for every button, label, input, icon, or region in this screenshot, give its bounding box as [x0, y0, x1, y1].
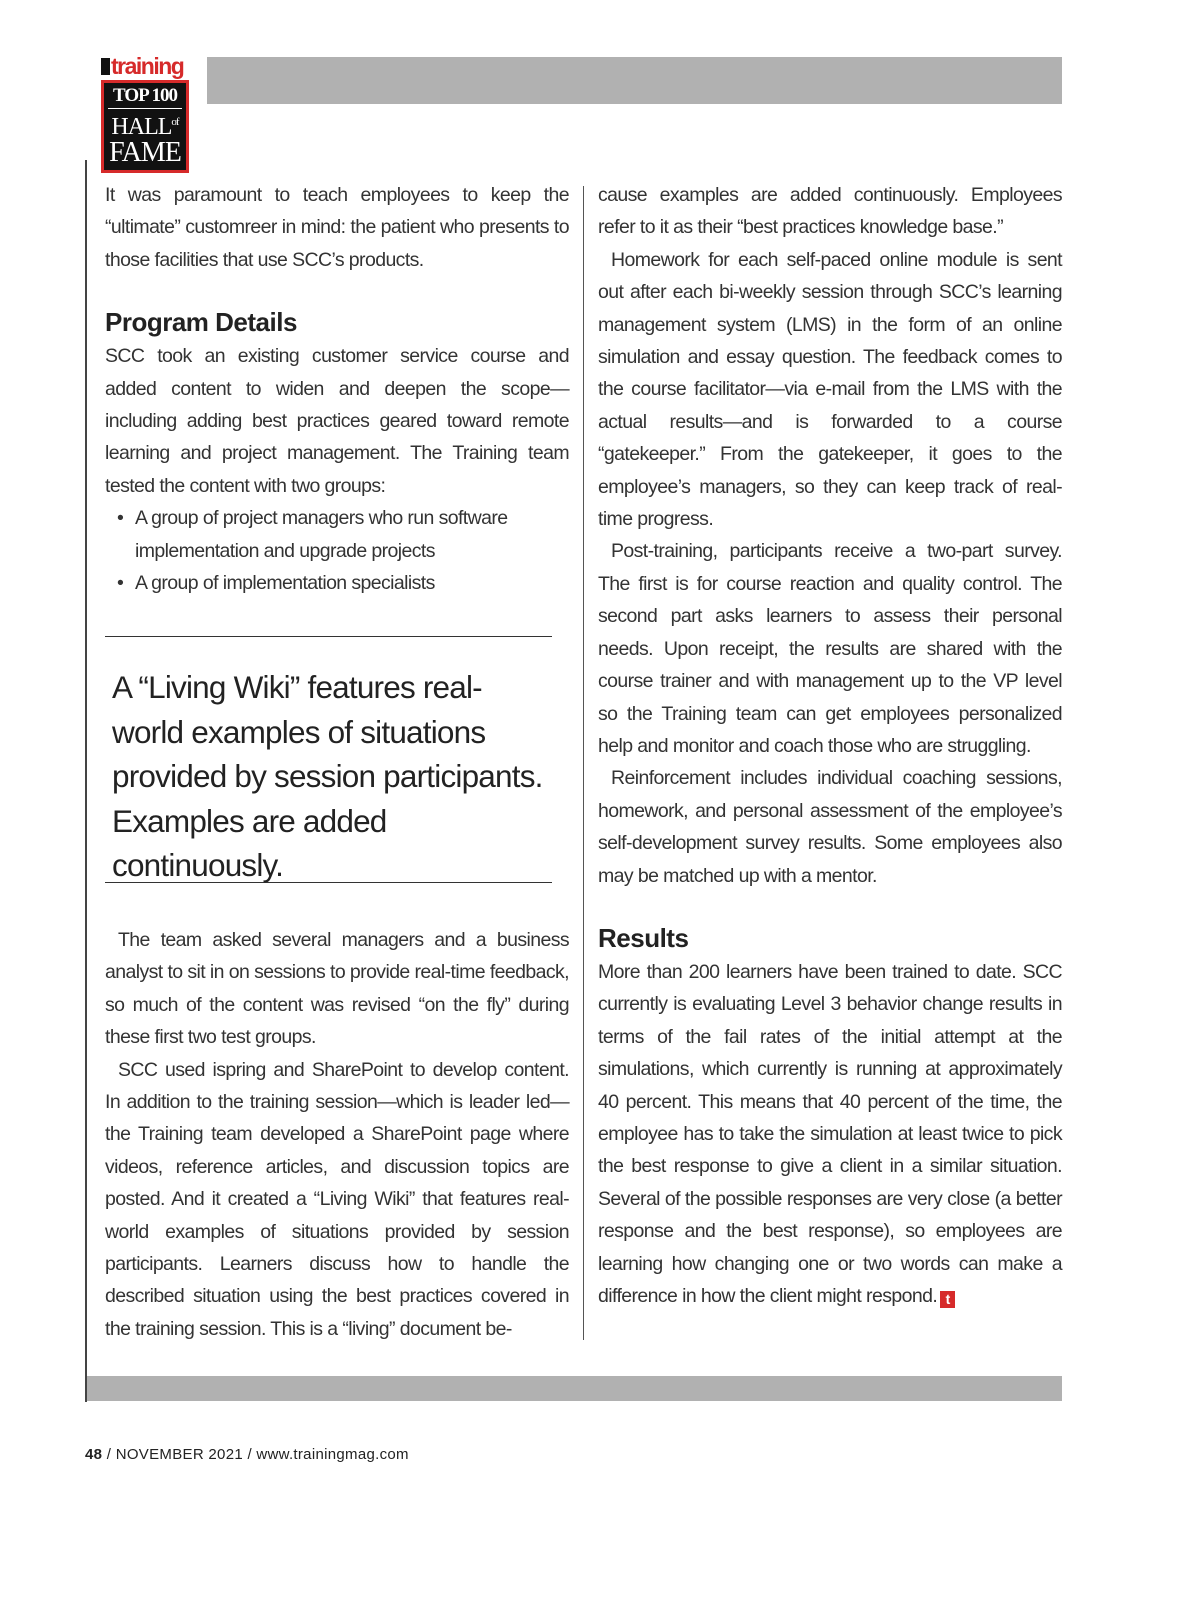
- logo-word: training: [111, 53, 184, 79]
- bullet-list: [105, 502, 569, 599]
- training-hall-of-fame-logo: [101, 54, 191, 173]
- logo-line1: TOP 100: [113, 85, 177, 106]
- footer-issue: / NOVEMBER 2021 / www.trainingmag.com: [102, 1446, 409, 1463]
- page-footer: [85, 1446, 409, 1463]
- end-mark-icon: t: [940, 1291, 955, 1308]
- paragraph: Reinforcement includes individual coaching sessions, homework, and personal assessment of the employee’s self-development survey results. Some employees also may be matched up with a mentor.: [598, 767, 1062, 887]
- list-item: • A group of implementation specialists: [105, 567, 569, 599]
- page-number: 48: [85, 1446, 103, 1463]
- paragraph: Post-training, participants receive a two-part survey. The first is for course reaction and quality control. The second part asks learners to assess their personal needs. Upon receipt, the results are shared with the course trainer and with management up to the VP level so the Training team can get employees personalized help and monitor and coach those who are struggling.: [598, 540, 1062, 757]
- logo-line2-sup: of: [171, 116, 179, 128]
- paragraph: The team asked several managers and a business analyst to sit in on sessions to provide real-time feedback, so much of the content was revised “on the fly” during these first two test groups.: [105, 929, 569, 1049]
- footer-bar: [87, 1376, 1062, 1401]
- right-column: [598, 179, 1062, 1312]
- paragraph: SCC took an existing customer service course and added content to widen and deepen the scope—including adding best practices geared toward remote learning and project management. The Training team tested the content with two groups:: [105, 345, 569, 497]
- left-column: [105, 179, 569, 599]
- list-item: • A group of project managers who run software implementation and upgrade projects: [105, 502, 569, 567]
- logo-line3: FAME: [109, 137, 181, 168]
- logo-badge: [101, 80, 189, 173]
- section-heading-results: Results: [598, 922, 689, 953]
- header-bar: [207, 57, 1062, 104]
- paragraph: Homework for each self-paced online module is sent out after each bi-weekly session through SCC’s learning management system (LMS) in the form of an online simulation and essay question. The feedback comes to the course facilitator—via e-mail from the LMS with the actual results—and is forwarded to a course “gatekeeper.” From the gatekeeper, it goes to the employee’s managers, so they can keep track of real-time progress.: [598, 248, 1062, 531]
- intro-paragraph: It was paramount to teach employees to keep the “ultimate” customreer in mind: the patient who presents to those facilities that use SCC’s products.: [105, 184, 569, 271]
- left-rule: [85, 160, 87, 1402]
- column-divider: [583, 186, 584, 1340]
- logo-line2: HALL: [111, 114, 172, 140]
- pull-quote-text: A “Living Wiki” features real-world examples of situations provided by session participants. Examples are added continuously.: [112, 669, 543, 883]
- paragraph: [598, 956, 1062, 1312]
- section-heading-program-details: Program Details: [105, 307, 297, 338]
- results-text: More than 200 learners have been trained to date. SCC currently is evaluating Level 3 behavior change results in terms of the fail rates of the initial attempt at the simulations, which currently is running at approximately 40 percent. This means that 40 percent of the time, the employee has to take the simulation at least twice to pick the best response to give a client in a similar situation. Several of the possible responses are very close (a better response and the best response), so employees are learning how changing one or two words can make a difference in how the client might respond.: [598, 960, 1062, 1307]
- pull-quote: [105, 636, 552, 883]
- paragraph: SCC used ispring and SharePoint to develop content. In addition to the training session—which is leader led—the Training team developed a SharePoint page where videos, reference articles, and discussion topics are posted. And it created a “Living Wiki” that features real-world examples of situations provided by session participants. Learners discuss how to handle the described situation using the best practices covered in the training session. This is a “living” document be-: [105, 1058, 569, 1340]
- left-column-lower: [105, 924, 569, 1345]
- paragraph: cause examples are added continuously. Employees refer to it as their “best practices knowledge base.”: [598, 184, 1062, 239]
